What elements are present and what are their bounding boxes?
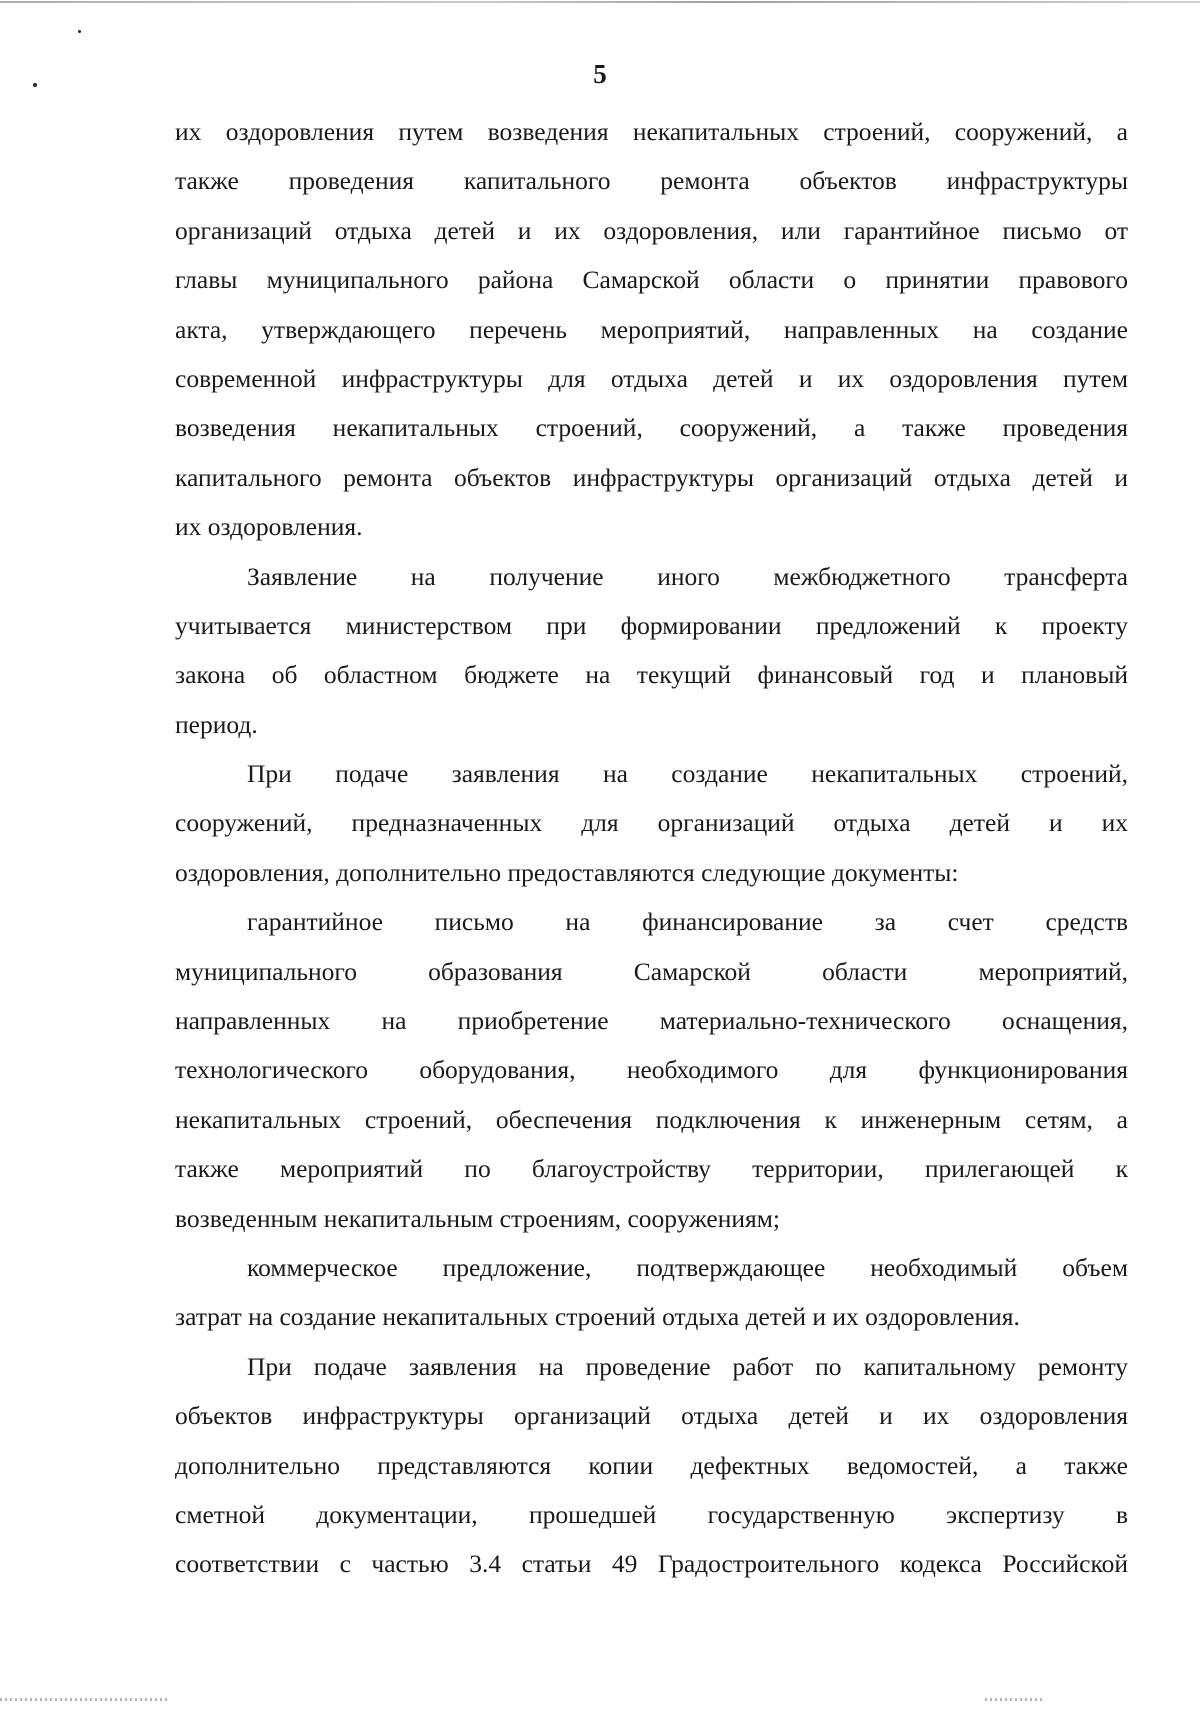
scan-noise <box>985 1698 1045 1701</box>
text-line: акта, утверждающего перечень мероприятий, направленных на создание <box>175 314 1128 344</box>
text-line: возведения некапитальных строений, сооружений, а также проведения <box>175 413 1128 443</box>
text-line: также проведения капитального ремонта объектов инфраструктуры <box>175 166 1128 196</box>
text-line: их оздоровления. <box>175 512 363 542</box>
text-line: направленных на приобретение материально-технического оснащения, <box>175 1006 1128 1036</box>
text-line: возведенным некапитальным строениям, сооружениям; <box>175 1203 780 1233</box>
scan-speck <box>78 30 81 33</box>
text-line: современной инфраструктуры для отдыха детей и их оздоровления путем <box>175 363 1128 393</box>
text-line: объектов инфраструктуры организаций отдыха детей и их оздоровления <box>175 1401 1128 1431</box>
text-line: некапитальных строений, обеспечения подключения к инженерным сетям, а <box>175 1104 1128 1134</box>
text-line: главы муниципального района Самарской области о принятии правового <box>175 265 1128 295</box>
body-text <box>175 107 1128 1589</box>
text-line: дополнительно представляются копии дефектных ведомостей, а также <box>175 1450 1128 1480</box>
text-line: сооружений, предназначенных для организаций отдыха детей и их <box>175 808 1128 838</box>
text-line: коммерческое предложение, подтверждающее необходимый объем <box>247 1252 1128 1282</box>
text-line: их оздоровления путем возведения некапитальных строений, сооружений, а <box>175 117 1128 146</box>
text-line: При подаче заявления на создание некапитальных строений, <box>247 759 1128 789</box>
text-line: технологического оборудования, необходимого для функционирования <box>175 1055 1128 1085</box>
page-number: 5 <box>593 59 607 89</box>
text-line: муниципального образования Самарской области мероприятий, <box>175 956 1128 986</box>
text-line: также мероприятий по благоустройству территории, прилегающей к <box>175 1154 1128 1184</box>
text-line: капитального ремонта объектов инфраструктуры организаций отдыха детей и <box>175 462 1128 492</box>
text-line: оздоровления, дополнительно предоставляются следующие документы: <box>175 857 959 887</box>
text-line: закона об областном бюджете на текущий финансовый год и плановый <box>175 660 1128 690</box>
text-line: затрат на создание некапитальных строений отдыха детей и их оздоровления. <box>175 1302 1020 1332</box>
text-line: период. <box>175 709 258 739</box>
scan-noise <box>0 1698 170 1701</box>
text-line: организаций отдыха детей и их оздоровления, или гарантийное письмо от <box>175 215 1128 245</box>
scan-edge-line <box>0 1 1200 3</box>
text-line: учитывается министерством при формировании предложений к проекту <box>175 610 1128 640</box>
text-line: сметной документации, прошедшей государственную экспертизу в <box>175 1499 1128 1529</box>
text-line: Заявление на получение иного межбюджетного трансферта <box>247 561 1128 591</box>
text-line: соответствии с частью 3.4 статьи 49 Градостроительного кодекса Российской <box>175 1549 1128 1579</box>
text-line: При подаче заявления на проведение работ по капитальному ремонту <box>247 1351 1128 1381</box>
text-line: гарантийное письмо на финансирование за счет средств <box>247 907 1128 937</box>
